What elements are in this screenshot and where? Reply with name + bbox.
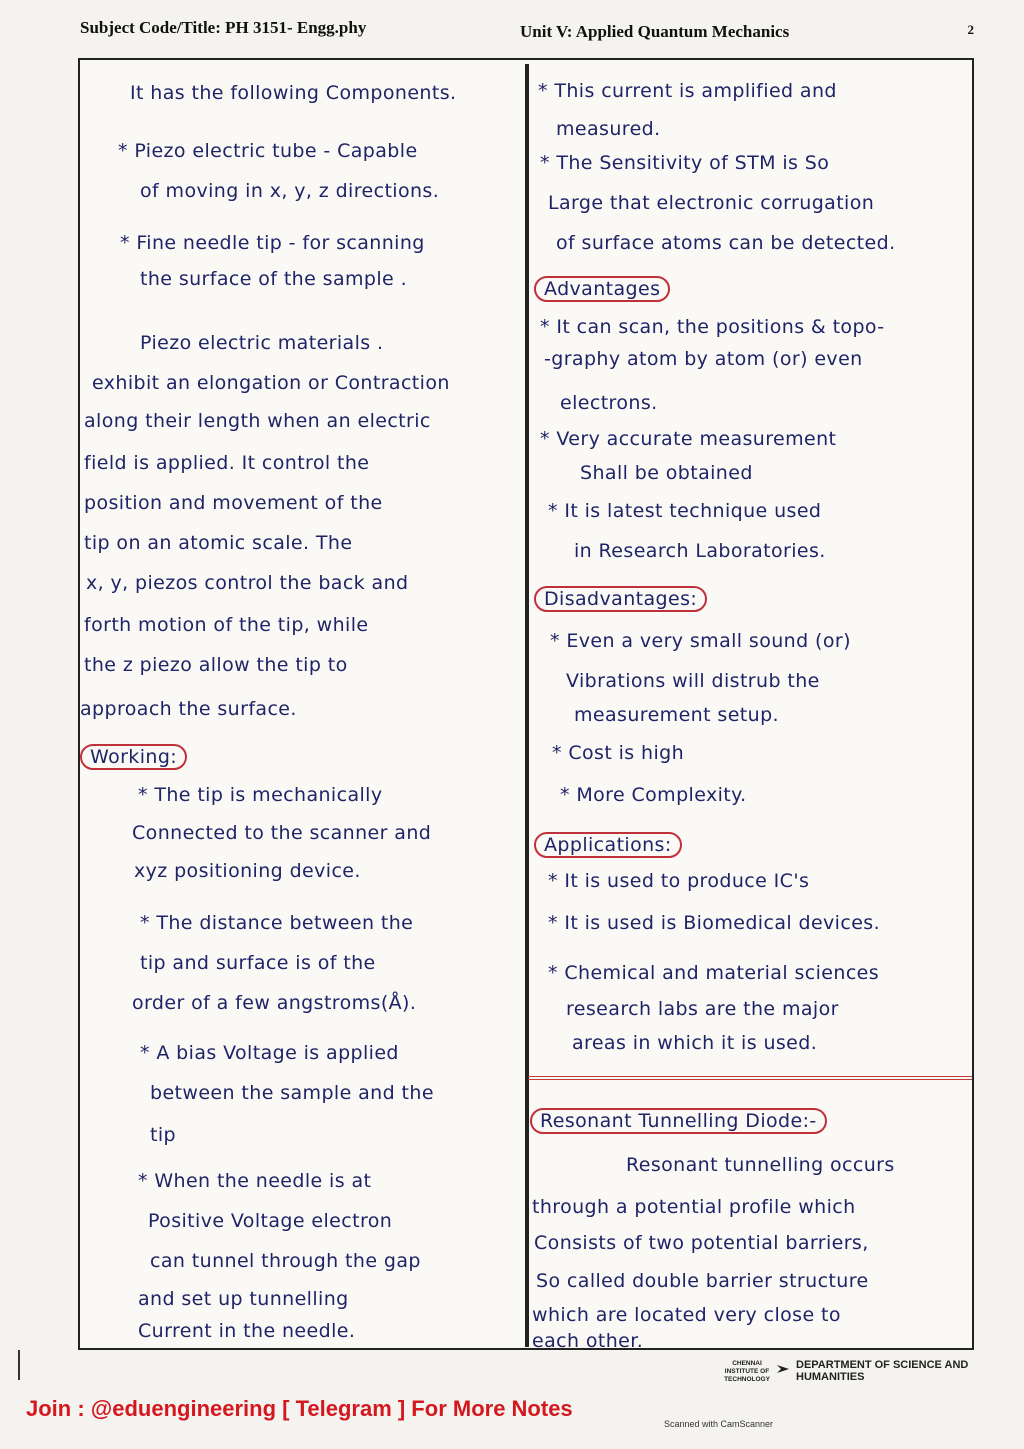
subject-title: Subject Code/Title: PH 3151- Engg.phy — [80, 18, 367, 37]
note-line: * It can scan, the positions & topo- — [540, 316, 885, 338]
note-line: approach the surface. — [80, 698, 297, 720]
note-line: tip on an atomic scale. The — [84, 532, 353, 554]
note-line: the surface of the sample . — [140, 268, 408, 290]
note-line: between the sample and the — [150, 1082, 434, 1104]
note-line: measured. — [556, 118, 661, 140]
note-line: which are located very close to — [532, 1304, 841, 1326]
note-line: * This current is amplified and — [538, 80, 837, 102]
page-number: 2 — [967, 22, 974, 37]
note-line: forth motion of the tip, while — [84, 614, 369, 636]
note-line: -graphy atom by atom (or) even — [544, 348, 863, 370]
section-heading-label: Advantages — [534, 276, 670, 302]
section-heading — [80, 744, 187, 770]
note-line: electrons. — [560, 392, 658, 414]
note-line: x, y, piezos control the back and — [86, 572, 409, 594]
note-line: * It is latest technique used — [548, 500, 822, 522]
note-line: * Chemical and material sciences — [548, 962, 880, 984]
unit-title: Unit V: Applied Quantum Mechanics — [520, 22, 790, 41]
note-line: It has the following Components. — [130, 82, 457, 104]
section-heading-label: Working: — [80, 744, 187, 770]
note-line: * Even a very small sound (or) — [550, 630, 851, 652]
note-line: research labs are the major — [566, 998, 839, 1020]
note-line: along their length when an electric — [84, 410, 431, 432]
section-heading — [534, 586, 707, 612]
note-line: So called double barrier structure — [536, 1270, 869, 1292]
note-line: * The distance between the — [140, 912, 414, 934]
note-line: of moving in x, y, z directions. — [140, 180, 440, 202]
note-line: exhibit an elongation or Contraction — [92, 372, 450, 394]
note-line: * It is used is Biomedical devices. — [548, 912, 881, 934]
note-line: * A bias Voltage is applied — [140, 1042, 399, 1064]
note-line: tip — [150, 1124, 176, 1146]
note-line: measurement setup. — [574, 704, 779, 726]
column-divider — [525, 64, 529, 1347]
section-heading-label: Applications: — [534, 832, 682, 858]
note-line: areas in which it is used. — [572, 1032, 818, 1054]
note-line: * Very accurate measurement — [540, 428, 837, 450]
note-line: of surface atoms can be detected. — [556, 232, 896, 254]
scanner-watermark: Scanned with CamScanner — [664, 1419, 774, 1429]
note-line: Current in the needle. — [138, 1320, 356, 1342]
section-heading-label: Disadvantages: — [534, 586, 707, 612]
note-line: xyz positioning device. — [134, 860, 361, 882]
department-badge — [722, 1358, 972, 1388]
note-line: Vibrations will distrub the — [566, 670, 820, 692]
department-name: DEPARTMENT OF SCIENCE AND HUMANITIES — [796, 1359, 969, 1383]
note-line: * The tip is mechanically — [138, 784, 383, 806]
note-line: in Research Laboratories. — [574, 540, 826, 562]
note-line: Resonant tunnelling occurs — [626, 1154, 895, 1176]
note-line: the z piezo allow the tip to — [84, 654, 348, 676]
note-line: and set up tunnelling — [138, 1288, 349, 1310]
note-line: * More Complexity. — [560, 784, 747, 806]
note-line: Large that electronic corrugation — [548, 192, 875, 214]
section-heading — [534, 276, 670, 302]
note-line: through a potential profile which — [532, 1196, 856, 1218]
note-line: Shall be obtained — [580, 462, 753, 484]
note-line: * Fine needle tip - for scanning — [120, 232, 425, 254]
note-line: Connected to the scanner and — [132, 822, 432, 844]
note-line: can tunnel through the gap — [150, 1250, 421, 1272]
note-line: field is applied. It control the — [84, 452, 370, 474]
note-line: * Piezo electric tube - Capable — [118, 140, 418, 162]
note-line: Consists of two potential barriers, — [534, 1232, 869, 1254]
note-line: * It is used to produce IC's — [548, 870, 810, 892]
note-line: Piezo electric materials . — [140, 332, 384, 354]
section-heading — [534, 832, 682, 858]
note-line: * Cost is high — [552, 742, 685, 764]
institute-logo-icon — [776, 1362, 790, 1376]
section-heading — [530, 1108, 827, 1134]
note-line: order of a few angstroms(Å). — [132, 992, 417, 1014]
note-line: position and movement of the — [84, 492, 383, 514]
page-header — [80, 14, 994, 48]
section-heading-label: Resonant Tunnelling Diode:- — [530, 1108, 827, 1134]
institute-logo-text: CHENNAI INSTITUTE OF TECHNOLOGY — [724, 1360, 770, 1383]
note-line: each other. — [532, 1330, 644, 1352]
note-line: * The Sensitivity of STM is So — [540, 152, 830, 174]
telegram-join-text: Join : @eduengineering [ Telegram ] For More Notes — [26, 1396, 573, 1421]
note-line: Positive Voltage electron — [148, 1210, 393, 1232]
margin-mark — [18, 1350, 20, 1380]
note-line: * When the needle is at — [138, 1170, 372, 1192]
section-separator — [528, 1076, 972, 1080]
note-line: tip and surface is of the — [140, 952, 376, 974]
